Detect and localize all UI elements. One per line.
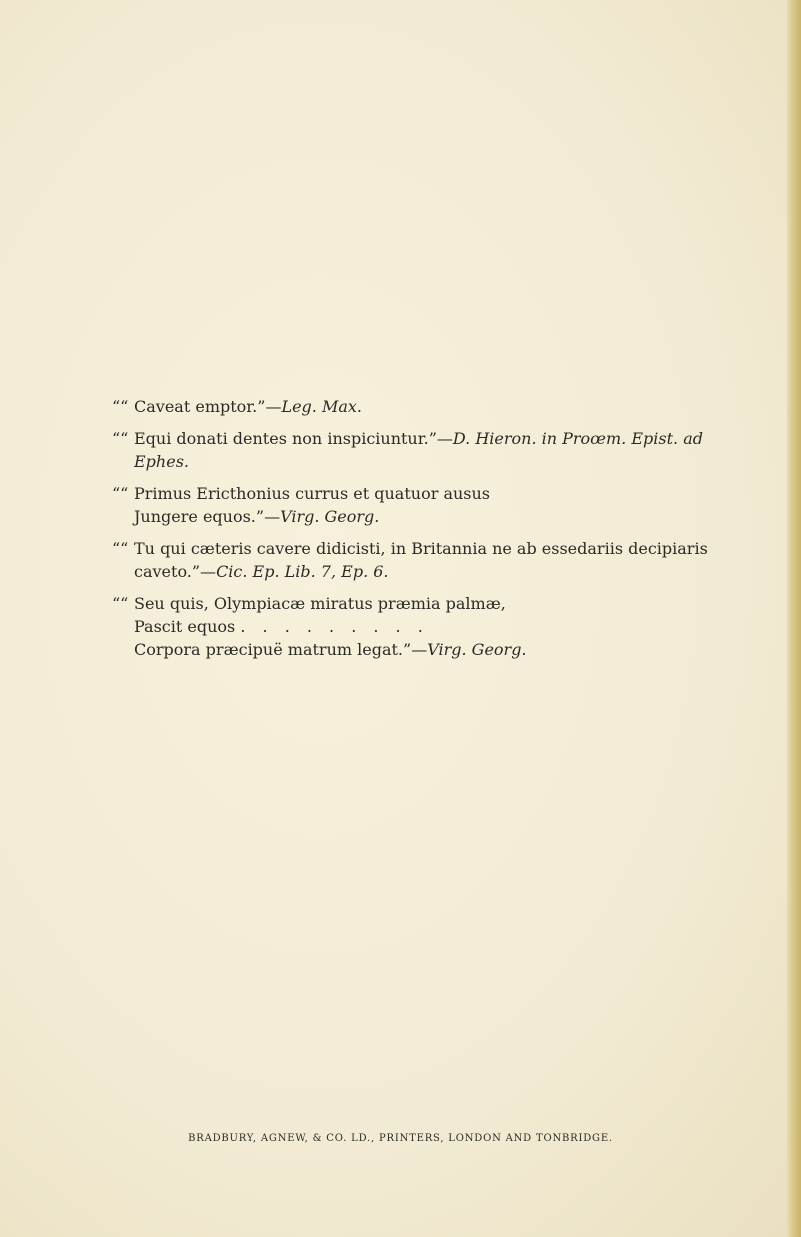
quote-text: Jungere equos.”— <box>134 507 281 526</box>
open-quote: ““ <box>112 539 129 558</box>
quote-line <box>112 615 732 638</box>
quote-text: Tu qui cæteris cavere didicisti, in Britannia ne ab essedariis decipiaris <box>134 539 708 558</box>
quote-source: Leg. Max. <box>281 397 362 416</box>
quote-line <box>112 450 732 473</box>
quote-tu-qui <box>112 537 732 583</box>
quote-text: Pascit equos <box>134 617 236 636</box>
quote-line <box>112 505 732 528</box>
quote-source: Virg. Georg. <box>427 640 527 659</box>
quote-primus-ericthonius <box>112 482 732 528</box>
quote-caveat-emptor <box>112 395 732 418</box>
quote-text: caveto.”— <box>134 562 217 581</box>
open-quote: ““ <box>112 594 129 613</box>
page-edge <box>787 0 801 1237</box>
quote-text: Corpora præcipuë matrum legat.”— <box>134 640 428 659</box>
quote-text: Equi donati dentes non inspiciuntur.”— <box>134 429 453 448</box>
open-quote: ““ <box>112 484 129 503</box>
quote-source: Ephes. <box>134 452 189 471</box>
open-quote: ““ <box>112 429 129 448</box>
quote-source: D. Hieron. in Proœm. Epist. ad <box>452 429 703 448</box>
quote-text: Caveat emptor.”— <box>134 397 282 416</box>
quote-equi-donati <box>112 427 732 473</box>
ellipsis-dots: . . . . . . . . . <box>240 617 429 636</box>
quote-line <box>112 638 732 661</box>
epigraph-quotes <box>112 395 732 670</box>
open-quote: ““ <box>112 397 129 416</box>
quote-source: Cic. Ep. Lib. 7, Ep. 6. <box>216 562 389 581</box>
quote-line <box>112 482 732 505</box>
quote-line <box>112 537 732 560</box>
quote-source: Virg. Georg. <box>280 507 380 526</box>
quote-text: Primus Ericthonius currus et quatuor ausus <box>134 484 491 503</box>
quote-seu-quis <box>112 592 732 661</box>
printer-imprint: BRADBURY, AGNEW, & CO. LD., PRINTERS, LONDON AND TONBRIDGE. <box>188 1133 613 1144</box>
quote-text: Seu quis, Olympiacæ miratus præmia palmæ, <box>134 594 506 613</box>
quote-line <box>112 592 732 615</box>
quote-line <box>112 427 732 450</box>
quote-line <box>112 560 732 583</box>
quote-line <box>112 395 732 418</box>
